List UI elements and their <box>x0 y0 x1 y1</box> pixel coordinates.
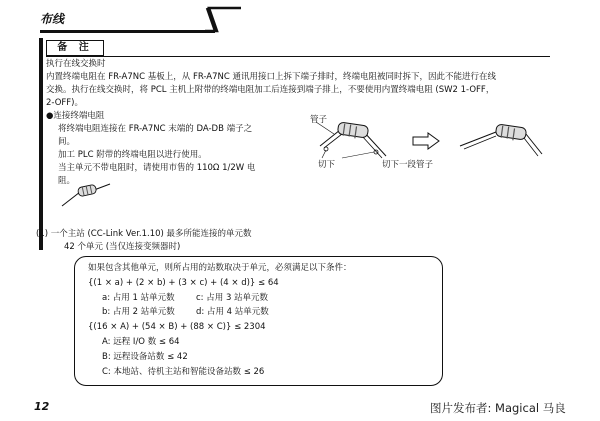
bullet-text-line: 将终端电阻连接在 FR-A7NC 末端的 DA-DB 端子之 <box>58 124 253 134</box>
definition-d: d: 占用 4 站单元数 <box>196 307 269 317</box>
label-cut: 切下 <box>318 160 336 170</box>
note-sidebar-bar <box>39 38 43 250</box>
header-rule <box>40 30 215 33</box>
definition-c: c: 占用 3 站单元数 <box>196 293 269 303</box>
page-number: 12 <box>34 400 50 413</box>
definition-A: A: 远程 I/O 数 ≤ 64 <box>102 337 180 347</box>
small-resistor-icon <box>58 180 114 210</box>
definition-b: b: 占用 2 站单元数 <box>102 307 175 317</box>
header-slash-decoration <box>205 4 245 34</box>
bullet-text-line: 加工 PLC 附带的终端电阻以进行使用。 <box>58 150 207 160</box>
note-label: 备 注 <box>46 40 104 56</box>
definition-C: C: 本地站、待机主站和智能设备站数 ≤ 26 <box>102 367 265 377</box>
label-tube: 管子 <box>310 115 328 125</box>
bullet-text-line: 当主单元不带电阻时，请使用市售的 110Ω 1/2W 电 <box>58 163 256 173</box>
formula-points: {(16 × A) + (54 × B) + (88 × C)} ≤ 2304 <box>88 322 266 332</box>
note-paragraph-line: 交换。执行在线交换时，将 PCL 主机上附带的终端电阻加工后连接到端子排上，不要使用内置终端电阻 (SW2 1-OFF， <box>46 85 495 95</box>
note-paragraph-line: 2-OFF)。 <box>46 98 83 108</box>
label-cut-tube: 切下一段管子 <box>382 160 434 170</box>
hollow-arrow-icon <box>412 132 440 150</box>
definition-B: B: 远程设备站数 ≤ 42 <box>102 352 188 362</box>
definition-a: a: 占用 1 站单元数 <box>102 293 175 303</box>
bullet-text-line: 阻。 <box>58 176 76 186</box>
formula-stations: {(1 × a) + (2 × b) + (3 × c) + (4 × d)} ≤ 64 <box>88 278 279 288</box>
watermark: 图片发布者: Magical 马良 <box>430 401 566 415</box>
note-paragraph-line: 内置终端电阻在 FR-A7NC 基板上，从 FR-A7NC 通讯用接口上拆下端子排时，终端电阻被同时拆下，因此不能进行在线 <box>46 72 497 82</box>
bullet-text-line: 间。 <box>58 137 76 147</box>
section-title: 布线 <box>40 12 65 26</box>
note-rule <box>46 56 550 57</box>
conditions-intro: 如果包含其他单元，则所占用的站数取决于单元，必须满足以下条件： <box>88 263 352 273</box>
bullet-title: ●连接终端电阻 <box>46 111 105 121</box>
section-subheading: 42 个单元 (当仅连接变频器时) <box>64 242 181 252</box>
processed-resistor-figure <box>446 112 558 164</box>
note-subtitle: 执行在线交换时 <box>46 59 106 69</box>
section-heading: (1) 一个主站 (CC-Link Ver.1.10) 最多所能连接的单元数 <box>36 229 252 239</box>
